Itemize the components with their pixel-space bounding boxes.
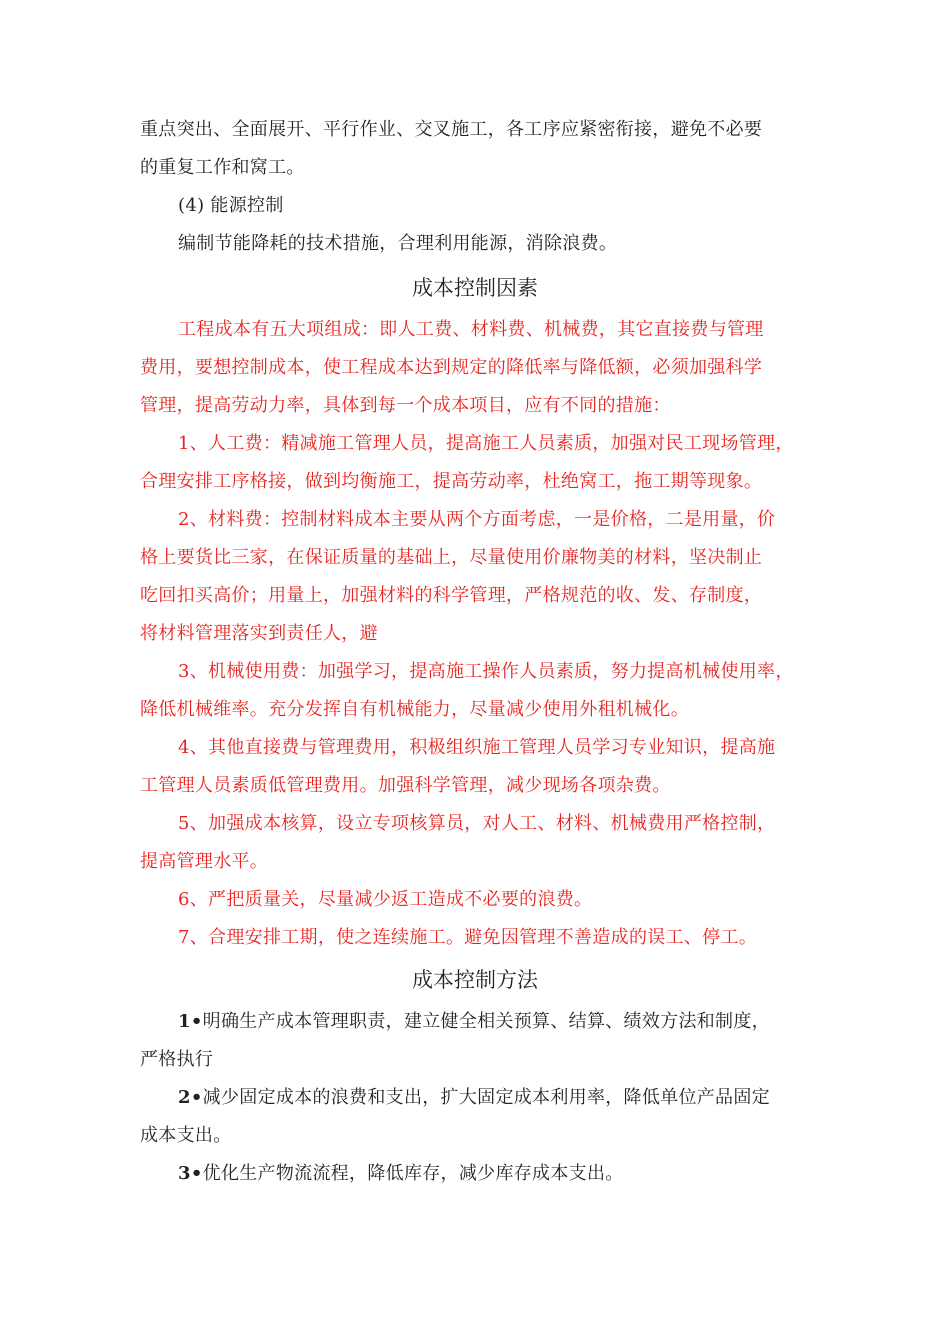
paragraph-line: 重点突出、全面展开、平行作业、交叉施工，各工序应紧密衔接，避免不必要 bbox=[140, 119, 763, 140]
list-item: 7、合理安排工期，使之连续施工。避免因管理不善造成的误工、停工。 bbox=[178, 927, 758, 948]
list-item: 2、材料费：控制材料成本主要从两个方面考虑，一是价格，二是用量，价 bbox=[178, 509, 776, 530]
list-item: 4、其他直接费与管理费用，积极组织施工管理人员学习专业知识，提高施 bbox=[178, 737, 776, 758]
list-item-text: 优化生产物流流程，降低库存，减少库存成本支出。 bbox=[202, 1163, 624, 1184]
list-number: 1• bbox=[178, 1011, 203, 1032]
paragraph-line: 编制节能降耗的技术措施，合理利用能源，消除浪费。 bbox=[178, 233, 618, 254]
list-item-cont: 合理安排工序格接，做到均衡施工，提高劳动率，杜绝窝工，拖工期等现象。 bbox=[140, 471, 763, 492]
section-heading-cost-methods: 成本控制方法 bbox=[412, 968, 538, 992]
section-heading-cost-factors: 成本控制因素 bbox=[412, 276, 538, 300]
list-item: 5、加强成本核算，设立专项核算员，对人工、材料、机械费用严格控制， bbox=[178, 813, 776, 834]
list-item-cont: 提高管理水平。 bbox=[140, 851, 269, 872]
list-item bbox=[178, 1010, 770, 1034]
list-item-text: 明确生产成本管理职责，建立健全相关预算、结算、绩效方法和制度， bbox=[202, 1011, 770, 1032]
list-item-cont: 降低机械维率。充分发挥自有机械能力，尽量减少使用外租机械化。 bbox=[140, 699, 689, 720]
paragraph-line: 费用，要想控制成本，使工程成本达到规定的降低率与降低额，必须加强科学 bbox=[140, 357, 763, 378]
list-number: 2• bbox=[178, 1087, 203, 1108]
subheading: (4) 能源控制 bbox=[178, 195, 284, 216]
list-item-text: 减少固定成本的浪费和支出，扩大固定成本利用率，降低单位产品固定 bbox=[202, 1087, 770, 1108]
paragraph-line: 的重复工作和窝工。 bbox=[140, 157, 305, 178]
list-item-cont: 将材料管理落实到责任人，避 bbox=[140, 623, 378, 644]
list-item: 3、机械使用费：加强学习，提高施工操作人员素质，努力提高机械使用率， bbox=[178, 661, 794, 682]
list-item-cont: 工管理人员素质低管理费用。加强科学管理，减少现场各项杂费。 bbox=[140, 775, 671, 796]
list-item-cont: 成本支出。 bbox=[140, 1125, 232, 1146]
paragraph-line: 管理，提高劳动力率，具体到每一个成本项目，应有不同的措施： bbox=[140, 395, 671, 416]
paragraph-line: 工程成本有五大项组成：即人工费、材料费、机械费，其它直接费与管理 bbox=[178, 319, 764, 340]
list-item-cont: 吃回扣买高价；用量上，加强材料的科学管理，严格规范的收、发、存制度， bbox=[140, 585, 763, 606]
list-item bbox=[178, 1162, 624, 1186]
list-number: 3• bbox=[178, 1163, 203, 1184]
list-item: 6、严把质量关，尽量减少返工造成不必要的浪费。 bbox=[178, 889, 593, 910]
list-item-cont: 格上要货比三家，在保证质量的基础上，尽量使用价廉物美的材料，坚决制止 bbox=[140, 547, 763, 568]
list-item: 1、人工费：精减施工管理人员，提高施工人员素质，加强对民工现场管理， bbox=[178, 433, 794, 454]
list-item bbox=[178, 1086, 770, 1110]
list-item-cont: 严格执行 bbox=[140, 1049, 214, 1070]
